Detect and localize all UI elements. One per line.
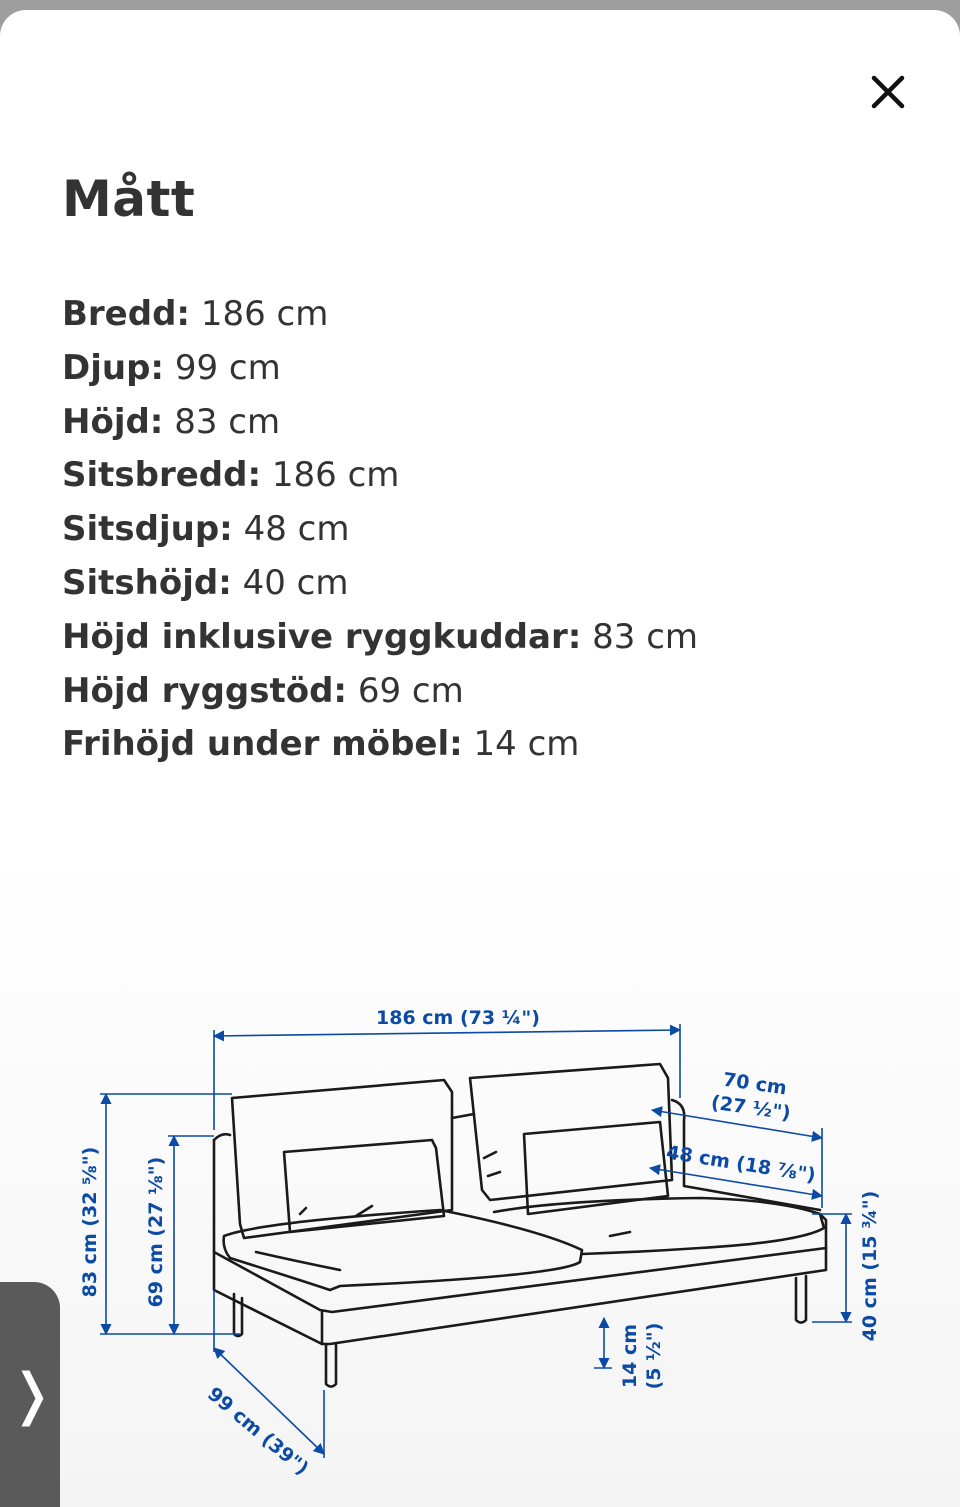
depth-label: 99 cm (39") xyxy=(203,1382,313,1480)
dimension-value: 48 cm xyxy=(243,509,350,550)
dimension-item-seat-height xyxy=(62,557,698,611)
dimension-value: 186 cm xyxy=(271,455,400,496)
total-height-label: 83 cm (32 ⅝") xyxy=(79,1146,101,1298)
dimension-value: 99 cm xyxy=(174,347,281,388)
dimension-item-width xyxy=(62,288,698,342)
next-button[interactable] xyxy=(0,1282,60,1507)
dimension-label: Frihöjd under möbel: xyxy=(62,724,463,765)
dimension-value: 40 cm xyxy=(242,562,349,603)
dimension-item-seat-depth xyxy=(62,503,698,557)
dimension-item-height-incl-cushions xyxy=(62,611,698,665)
dimension-label: Sitsbredd: xyxy=(62,455,262,496)
clearance-label-line2: (5 ½") xyxy=(643,1322,665,1390)
dimension-value: 69 cm xyxy=(357,670,464,711)
backrest-height-label: 69 cm (27 ⅛") xyxy=(145,1156,167,1308)
sofa-dimension-diagram xyxy=(0,990,960,1490)
seat-depth-label: 48 cm (18 ⅞") xyxy=(664,1141,818,1187)
dimension-label: Höjd ryggstöd: xyxy=(62,670,348,711)
armrest-depth-label-line1: 70 cm xyxy=(721,1068,789,1100)
dimension-value: 83 cm xyxy=(174,401,281,442)
dimension-label: Djup: xyxy=(62,347,165,388)
dimension-item-seat-width xyxy=(62,449,698,503)
close-button[interactable] xyxy=(858,62,918,122)
dimension-item-backrest-height xyxy=(62,665,698,719)
dimension-value: 83 cm xyxy=(592,616,699,657)
chevron-right-icon: ❭ xyxy=(8,1362,56,1427)
dimension-item-depth xyxy=(62,342,698,396)
dimension-item-clearance xyxy=(62,718,698,772)
dimension-label: Sitsdjup: xyxy=(62,509,233,550)
clearance-label-line1: 14 cm xyxy=(619,1323,641,1389)
dimension-label: Bredd: xyxy=(62,294,191,334)
dimension-item-height xyxy=(62,396,698,450)
dimension-list xyxy=(62,288,698,772)
dimension-label: Höjd inklusive ryggkuddar: xyxy=(62,616,582,657)
page-title: Mått xyxy=(62,170,196,228)
dimension-value: 186 cm xyxy=(200,294,329,334)
armrest-depth-label-line2: (27 ½") xyxy=(709,1091,792,1125)
dimension-label: Höjd: xyxy=(62,401,164,442)
seat-height-label: 40 cm (15 ¾") xyxy=(859,1190,881,1342)
close-icon xyxy=(870,74,906,110)
width-label: 186 cm (73 ¼") xyxy=(376,1007,540,1029)
dimension-value: 14 cm xyxy=(473,724,580,765)
dimension-label: Sitshöjd: xyxy=(62,562,232,603)
